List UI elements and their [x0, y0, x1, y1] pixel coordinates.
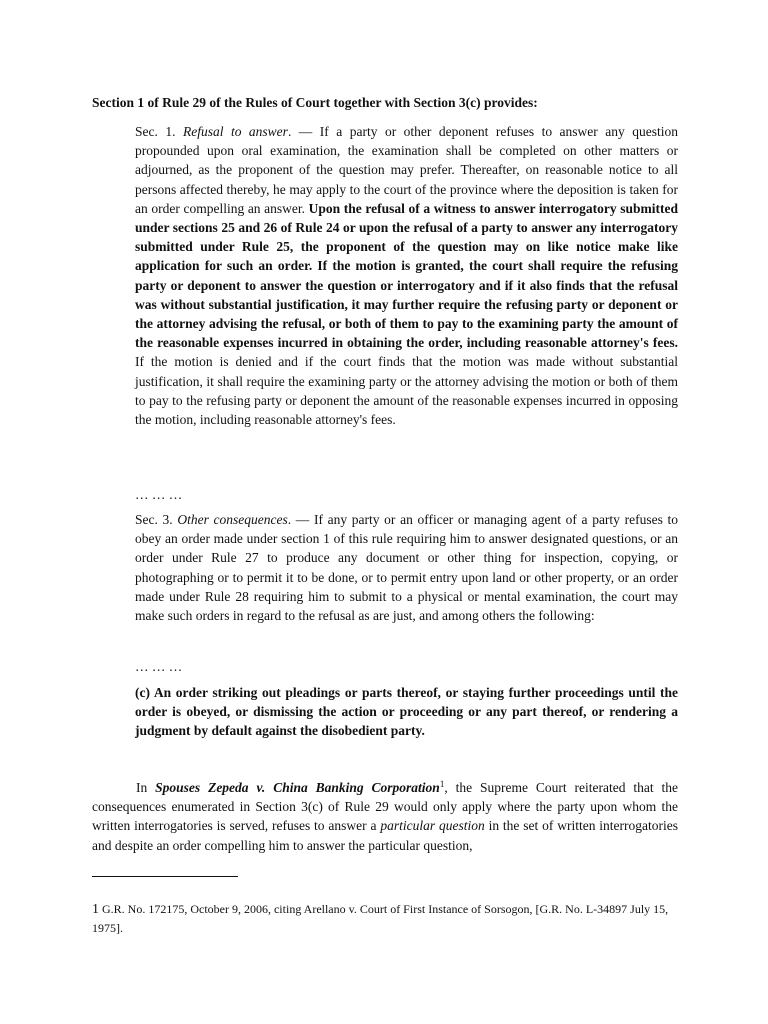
sec3-text: . — If any party or an officer or managing agent of a party refuses to obey an order made under section 1 of this rule requiring him to answer designated questions, or an order under Rule 27 to produce any document or other thing for inspection, copying, or photographing or to permit it to be done, or to permit entry upon land or other property, or an order made under Rule 28 requiring him to submit to a physical or mental examination, the court may make such orders in regard to the refusal as are just, and among others the following:: [135, 512, 678, 624]
footnote-divider: [92, 876, 238, 877]
sec1-quote: [135, 122, 678, 429]
sec1-bold-text: Upon the refusal of a witness to answer interrogatory submitted under sections 25 and 26 of Rule 24 or upon the refusal of a party to answer any interrogatory submitted under Rule 25, the proponent of the question may on like notice make like application for such an order. If the motion is granted, the court shall require the refusing party or deponent to answer the question or interrogatory and if it also finds that the refusal was without substantial justification, it may further require the refusing party or deponent or the attorney advising the refusal, or both of them to pay to the examining party the amount of the reasonable expenses incurred in obtaining the order, including reasonable attorney's fees.: [135, 200, 678, 351]
case-name: Spouses Zepeda v. China Banking Corporation: [155, 780, 440, 795]
ellipsis-2: … … …: [135, 659, 183, 674]
ellipsis-1: … … …: [135, 487, 183, 502]
sec1-text-a: . — If a party or other deponent refuses to answer any question propounded upon oral examination, the examination shall be completed on other matters or adjourned, as the proponent of the question may prefer. Thereafter, on reasonable notice to all persons affected thereby, he may apply to the court of the province where the deposition is taken for an order compelling an answer.: [135, 124, 678, 216]
para-text-b: in the set of written interrogatories and despite an order compelling him to answer the particular question,: [92, 818, 679, 853]
sec1-text-b: If the motion is denied and if the court finds that the motion was made without substantial justification, it shall require the examining party or the attorney advising the motion or both of them to pay to the refusing party or deponent the amount of the reasonable expenses incurred in opposing the motion, including reasonable attorney's fees.: [135, 354, 678, 428]
sec1-prefix: Sec. 1.: [135, 124, 176, 139]
footnote-text: G.R. No. 172175, October 9, 2006, citing Arellano v. Court of First Instance of Sorsogon, [G.R. No. L-34897 July 15, 1975].: [92, 902, 669, 935]
sec3-title: Other consequences: [177, 512, 288, 527]
sec3-quote: [135, 510, 678, 625]
footnote-marker[interactable]: 1: [439, 779, 445, 789]
sec1-title: Refusal to answer: [182, 124, 288, 139]
body-paragraph: [92, 778, 678, 855]
section-heading: Section 1 of Rule 29 of the Rules of Court together with Section 3(c) provides:: [92, 95, 538, 110]
para-text-a: , the Supreme Court reiterated that the consequences enumerated in Section 3(c) of Rule 29 would only apply where the party upon whom the written interrogatories is served, refuses to answer a: [92, 780, 678, 834]
para-in: In: [136, 780, 148, 795]
para-italic: particular question: [380, 818, 485, 834]
sec3c-quote: (c) An order striking out pleadings or parts thereof, or staying further proceedings until the order is obeyed, or dismissing the action or proceeding or any part thereof, or rendering a judgment by default against the disobedient party.: [135, 685, 678, 739]
footnote: [92, 900, 678, 937]
footnote-number: 1: [92, 902, 99, 917]
sec3-prefix: Sec. 3.: [135, 512, 173, 527]
